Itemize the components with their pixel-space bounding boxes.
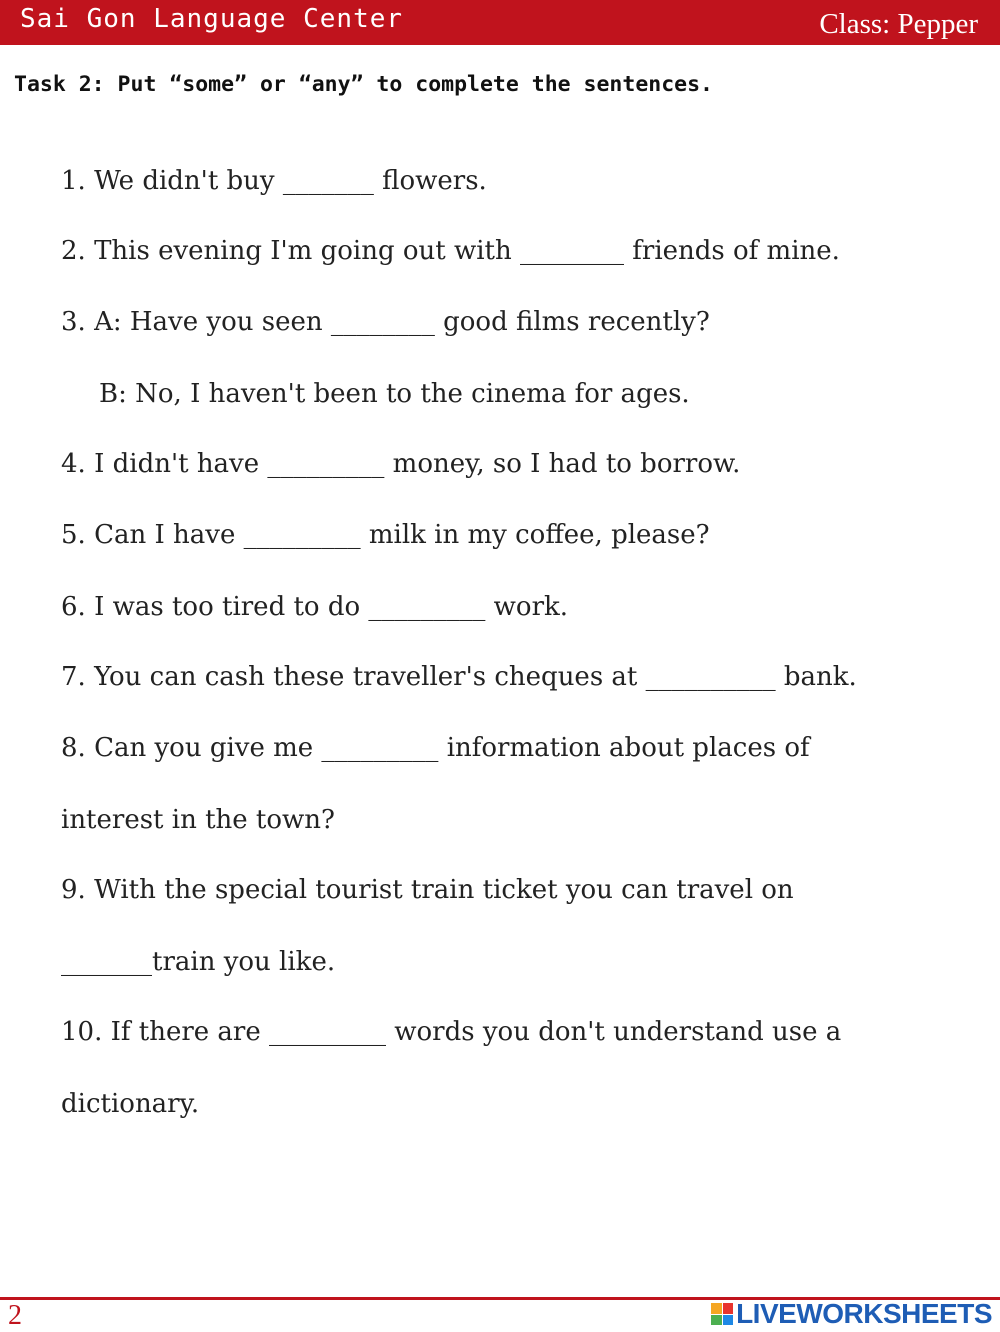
exercise-line: 9. With the special tourist train ticket you can travel on bbox=[61, 875, 794, 905]
exercise-line: 2. This evening I'm going out with ________ friends of mine. bbox=[61, 236, 840, 266]
exercise-line: B: No, I haven't been to the cinema for ages. bbox=[99, 379, 690, 409]
exercise-line: 4. I didn't have _________ money, so I had to borrow. bbox=[61, 449, 741, 479]
exercise-line: dictionary. bbox=[61, 1089, 200, 1119]
page-number: 2 bbox=[8, 1300, 22, 1331]
exercise-line: 7. You can cash these traveller's cheques at __________ bank. bbox=[61, 662, 857, 692]
exercise-line: 3. A: Have you seen ________ good films recently? bbox=[61, 307, 710, 337]
exercise-line: 5. Can I have _________ milk in my coffee, please? bbox=[61, 520, 710, 550]
exercise-line: 1. We didn't buy _______ flowers. bbox=[61, 166, 487, 196]
liveworksheets-brand bbox=[711, 1298, 992, 1330]
exercise-line: interest in the town? bbox=[61, 805, 335, 835]
exercise-line: 10. If there are _________ words you don't understand use a bbox=[61, 1017, 842, 1047]
brand-text: LIVEWORKSHEETS bbox=[736, 1298, 992, 1329]
exercise-line: 8. Can you give me _________ information about places of bbox=[61, 733, 810, 763]
task-title: Task 2: Put “some” or “any” to complete the sentences. bbox=[14, 72, 713, 97]
exercise-line: _______train you like. bbox=[61, 947, 336, 977]
class-label: Class: Pepper bbox=[819, 8, 978, 40]
exercise-line: 6. I was too tired to do _________ work. bbox=[61, 592, 569, 622]
header-bar bbox=[0, 0, 1000, 45]
center-name: Sai Gon Language Center bbox=[20, 4, 404, 34]
liveworksheets-logo-icon bbox=[711, 1303, 733, 1325]
